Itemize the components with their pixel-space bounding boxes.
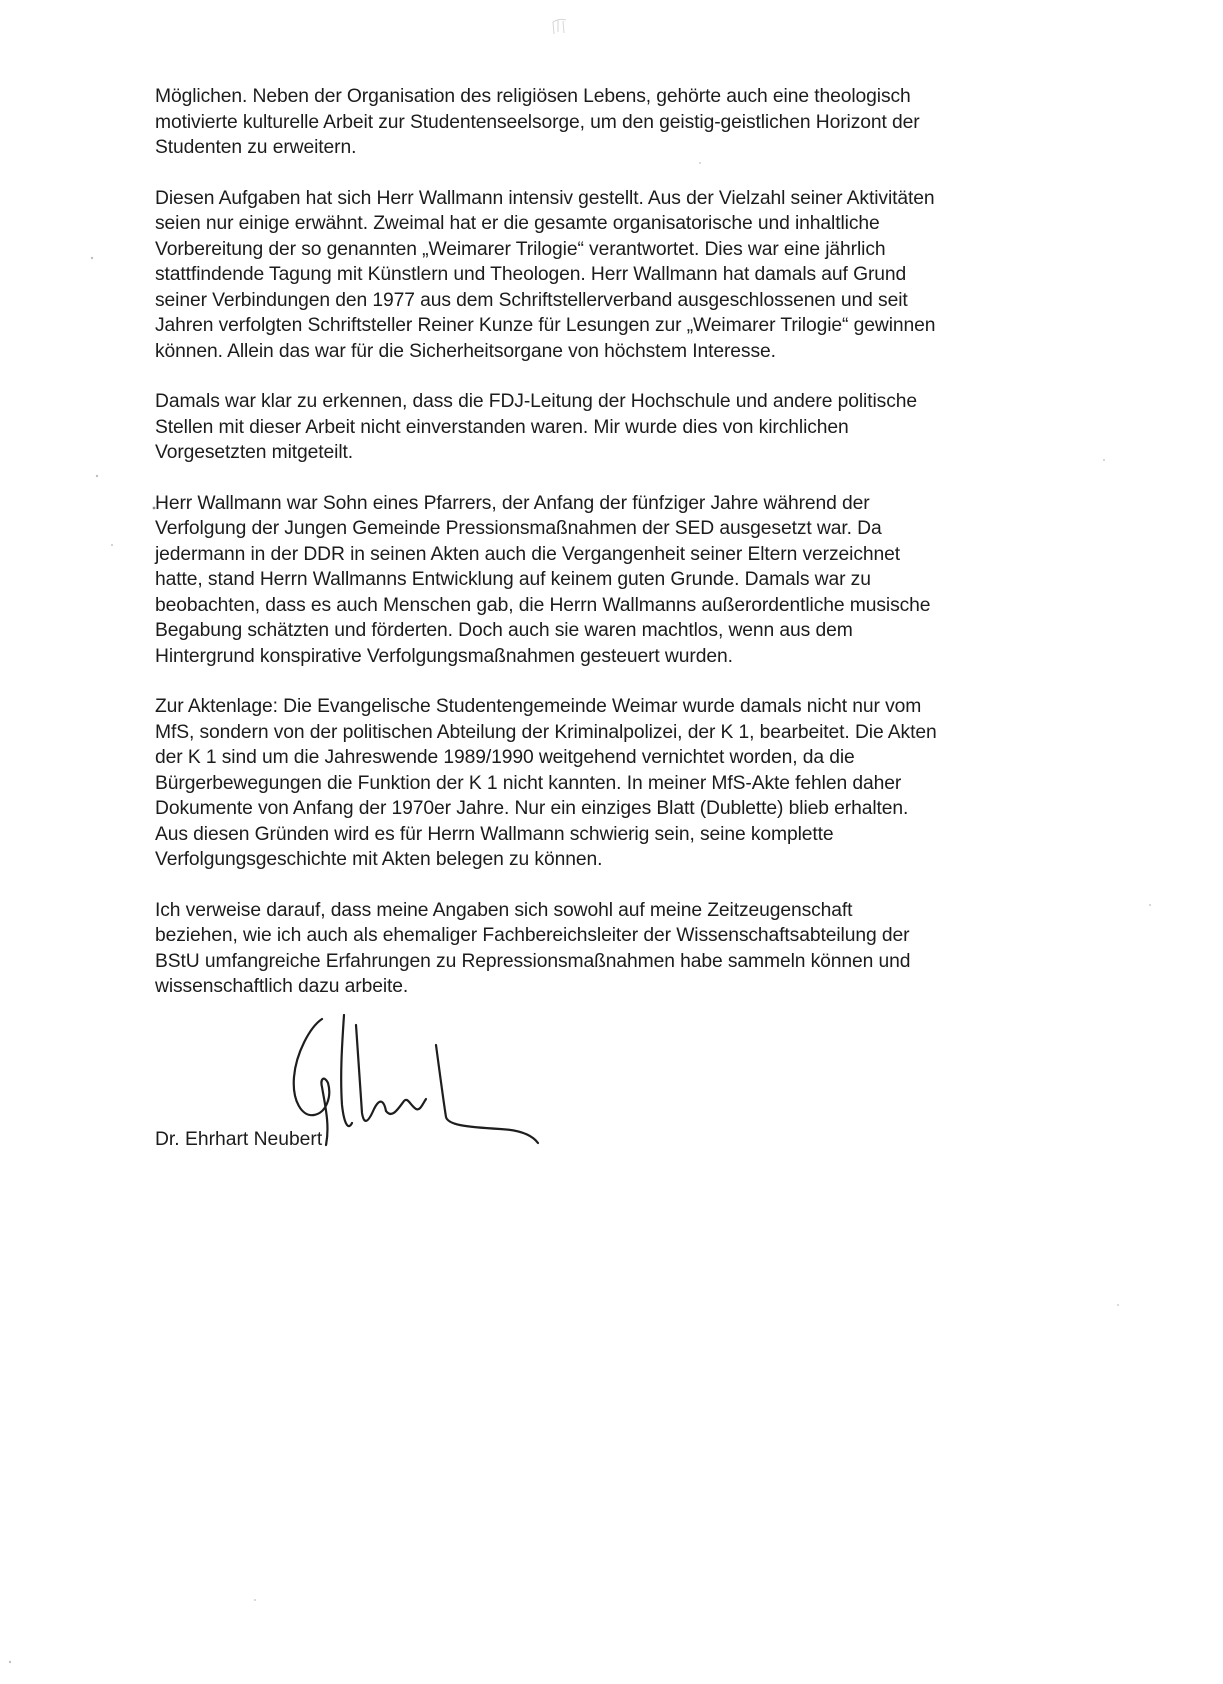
paragraph-author-credentials: [155, 898, 1075, 1000]
text-line: Damals war klar zu erkennen, dass die FDJ-Leitung der Hochschule und andere politische: [155, 391, 917, 412]
text-line: seiner Verbindungen den 1977 aus dem Schriftstellerverband ausgeschlossenen und seit: [155, 289, 908, 311]
text-line: Herr Wallmann war Sohn eines Pfarrers, der Anfang der fünfziger Jahre während der: [155, 492, 870, 514]
handwritten-signature: [270, 1005, 570, 1165]
text-line: Begabung schätzten und förderten. Doch auch sie waren machtlos, wenn aus dem: [155, 620, 853, 641]
text-line: wissenschaftlich dazu arbeite.: [155, 976, 409, 997]
text-line: Verfolgung der Jungen Gemeinde Pressionsmaßnahmen der SED ausgesetzt war. Da: [155, 518, 882, 539]
text-line: Möglichen. Neben der Organisation des religiösen Lebens, gehörte auch eine theologisch: [155, 86, 911, 107]
text-line: Verfolgungsgeschichte mit Akten belegen zu können.: [155, 849, 603, 870]
signer-name: Dr. Ehrhart Neubert: [155, 1129, 323, 1150]
text-line: Stellen mit dieser Arbeit nicht einverstanden waren. Mir wurde dies von kirchlichen: [155, 416, 849, 438]
text-line: Dokumente von Anfang der 1970er Jahre. Nur ein einziges Blatt (Dublette) blieb erhalten.: [155, 798, 909, 819]
paragraph-file-situation: [155, 694, 1075, 873]
text-line: MfS, sondern von der politischen Abteilung der Kriminalpolizei, der K 1, bearbeitet. Die Akten: [155, 721, 937, 743]
text-line: Studenten zu erweitern.: [155, 137, 357, 158]
text-line: Bürgerbewegungen die Funktion der K 1 nicht kannten. In meiner MfS-Akte fehlen daher: [155, 772, 902, 794]
letter-body: [155, 84, 1075, 1025]
text-line: Zur Aktenlage: Die Evangelische Studentengemeinde Weimar wurde damals nicht nur vom: [155, 696, 922, 717]
text-line: beziehen, wie ich auch als ehemaliger Fachbereichsleiter der Wissenschaftsabteilung der: [155, 925, 910, 946]
text-line: Diesen Aufgaben hat sich Herr Wallmann intensiv gestellt. Aus der Vielzahl seiner Aktivitäten: [155, 187, 935, 209]
text-line: jedermann in der DDR in seinen Akten auch die Vergangenheit seiner Eltern verzeichnet: [155, 543, 900, 565]
text-line: Vorbereitung der so genannten „Weimarer Trilogie“ verantwortet. Dies war eine jährlich: [155, 238, 886, 260]
signature-block: [155, 1005, 575, 1165]
text-line: Jahren verfolgten Schriftsteller Reiner Kunze für Lesungen zur „Weimarer Trilogie“ gewinnen: [155, 315, 936, 336]
text-line: können. Allein das war für die Sicherheitsorgane von höchstem Interesse.: [155, 340, 776, 362]
text-line: seien nur einige erwähnt. Zweimal hat er die gesamte organisatorische und inhaltliche: [155, 213, 880, 234]
text-line: stattfindende Tagung mit Künstlern und Theologen. Herr Wallmann hat damals auf Grund: [155, 264, 907, 285]
text-line: Vorgesetzten mitgeteilt.: [155, 442, 354, 463]
text-line: hatte, stand Herrn Wallmanns Entwicklung auf keinem guten Grunde. Damals war zu: [155, 569, 871, 590]
paragraph-family-background: [155, 491, 1075, 670]
text-line: beobachten, dass es auch Menschen gab, die Herrn Wallmanns außerordentliche musische: [155, 594, 931, 616]
text-line: motivierte kulturelle Arbeit zur Studentenseelsorge, um den geistig-geistlichen Horizont der: [155, 111, 920, 133]
text-line: Ich verweise darauf, dass meine Angaben sich sowohl auf meine Zeitzeugenschaft: [155, 899, 853, 921]
paragraph-student-ministry: [155, 84, 1075, 161]
text-line: Hintergrund konspirative Verfolgungsmaßnahmen gesteuert wurden.: [155, 645, 733, 667]
text-line: Aus diesen Gründen wird es für Herrn Wallmann schwierig sein, seine komplette: [155, 823, 834, 845]
text-line: der K 1 sind um die Jahreswende 1989/1990 weitgehend vernichtet worden, da die: [155, 747, 855, 768]
scan-stamp-mark: [545, 8, 575, 38]
paragraph-fdj-leadership: [155, 389, 1075, 466]
text-line: BStU umfangreiche Erfahrungen zu Repressionsmaßnahmen habe sammeln können und: [155, 950, 911, 972]
paragraph-weimarer-trilogie: [155, 186, 1075, 365]
